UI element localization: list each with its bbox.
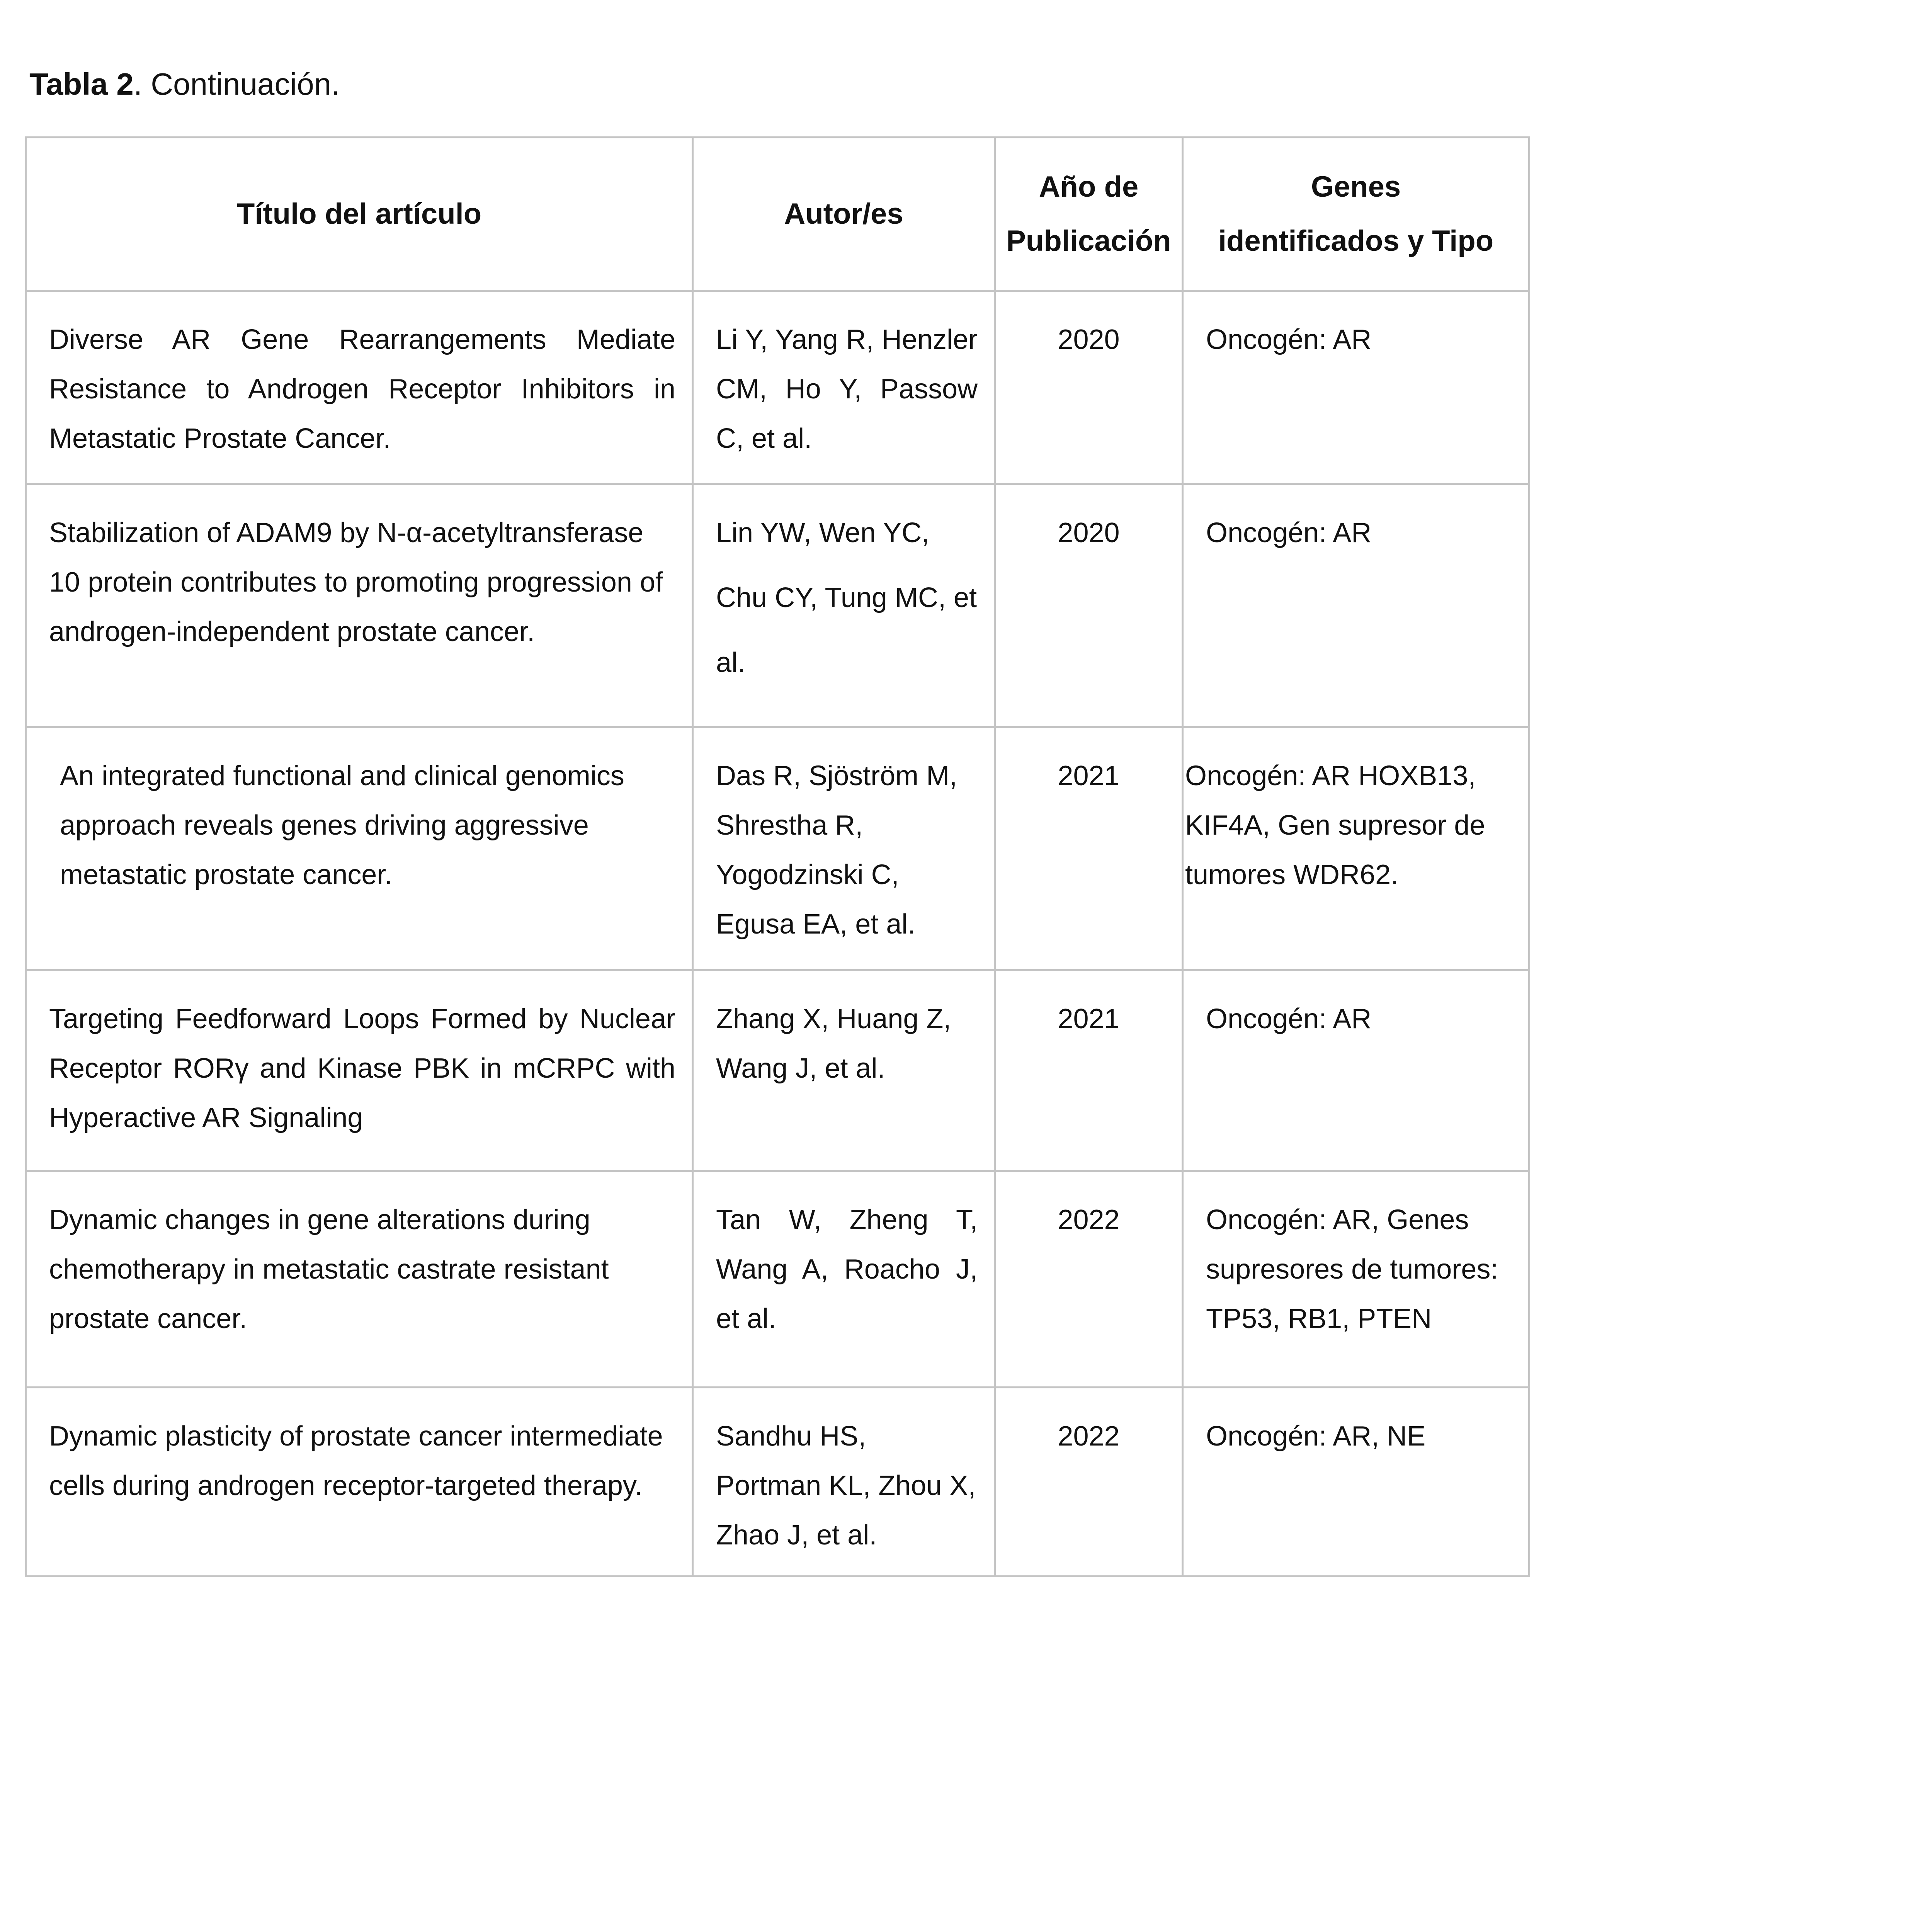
header-year: Año de Publicación xyxy=(995,138,1183,291)
genes-cell: Oncogén: AR HOXB13, KIF4A, Gen supresor de tumores WDR62. xyxy=(1183,727,1529,970)
genes-cell: Oncogén: AR xyxy=(1183,484,1529,727)
article-title-cell: Targeting Feedforward Loops Formed by Nuclear Receptor RORγ and Kinase PBK in mCRPC with Hyperactive AR Signaling xyxy=(26,970,693,1171)
table-caption xyxy=(29,65,340,104)
authors-cell: Tan W, Zheng T, Wang A, Roacho J, et al. xyxy=(693,1171,995,1388)
article-title-cell: Diverse AR Gene Rearrangements Mediate Resistance to Androgen Receptor Inhibitors in Metastatic Prostate Cancer. xyxy=(26,291,693,484)
article-title-cell: Stabilization of ADAM9 by N-α-acetyltransferase 10 protein contributes to promoting progression of androgen-independent prostate cancer. xyxy=(26,484,693,727)
article-title-cell: An integrated functional and clinical genomics approach reveals genes driving aggressive metastatic prostate cancer. xyxy=(26,727,693,970)
table-row xyxy=(26,1388,1529,1577)
year-cell: 2020 xyxy=(995,291,1183,484)
table-row xyxy=(26,970,1529,1171)
table-row xyxy=(26,727,1529,970)
authors-cell: Zhang X, Huang Z, Wang J, et al. xyxy=(693,970,995,1171)
header-authors: Autor/es xyxy=(693,138,995,291)
header-genes: Genes identificados y Tipo xyxy=(1183,138,1529,291)
year-cell: 2021 xyxy=(995,970,1183,1171)
authors-cell: Li Y, Yang R, Henzler CM, Ho Y, Passow C, et al. xyxy=(693,291,995,484)
genes-cell: Oncogén: AR xyxy=(1183,291,1529,484)
genes-cell: Oncogén: AR, Genes supresores de tumores: TP53, RB1, PTEN xyxy=(1183,1171,1529,1388)
table-row xyxy=(26,1171,1529,1388)
genes-cell: Oncogén: AR xyxy=(1183,970,1529,1171)
table-row xyxy=(26,291,1529,484)
authors-cell: Lin YW, Wen YC, Chu CY, Tung MC, et al. xyxy=(693,484,995,727)
table-header-row xyxy=(26,138,1529,291)
year-cell: 2022 xyxy=(995,1171,1183,1388)
article-title-cell: Dynamic plasticity of prostate cancer intermediate cells during androgen receptor-targeted therapy. xyxy=(26,1388,693,1577)
year-cell: 2021 xyxy=(995,727,1183,970)
article-title-cell: Dynamic changes in gene alterations during chemotherapy in metastatic castrate resistant prostate cancer. xyxy=(26,1171,693,1388)
articles-table xyxy=(25,136,1530,1577)
genes-cell: Oncogén: AR, NE xyxy=(1183,1388,1529,1577)
table-row xyxy=(26,484,1529,727)
caption-text: . Continuación. xyxy=(133,67,340,101)
authors-cell: Das R, Sjöström M, Shrestha R, Yogodzinski C, Egusa EA, et al. xyxy=(693,727,995,970)
year-cell: 2020 xyxy=(995,484,1183,727)
header-title: Título del artículo xyxy=(26,138,693,291)
authors-cell: Sandhu HS, Portman KL, Zhou X, Zhao J, et al. xyxy=(693,1388,995,1577)
year-cell: 2022 xyxy=(995,1388,1183,1577)
caption-label: Tabla 2 xyxy=(29,67,134,101)
